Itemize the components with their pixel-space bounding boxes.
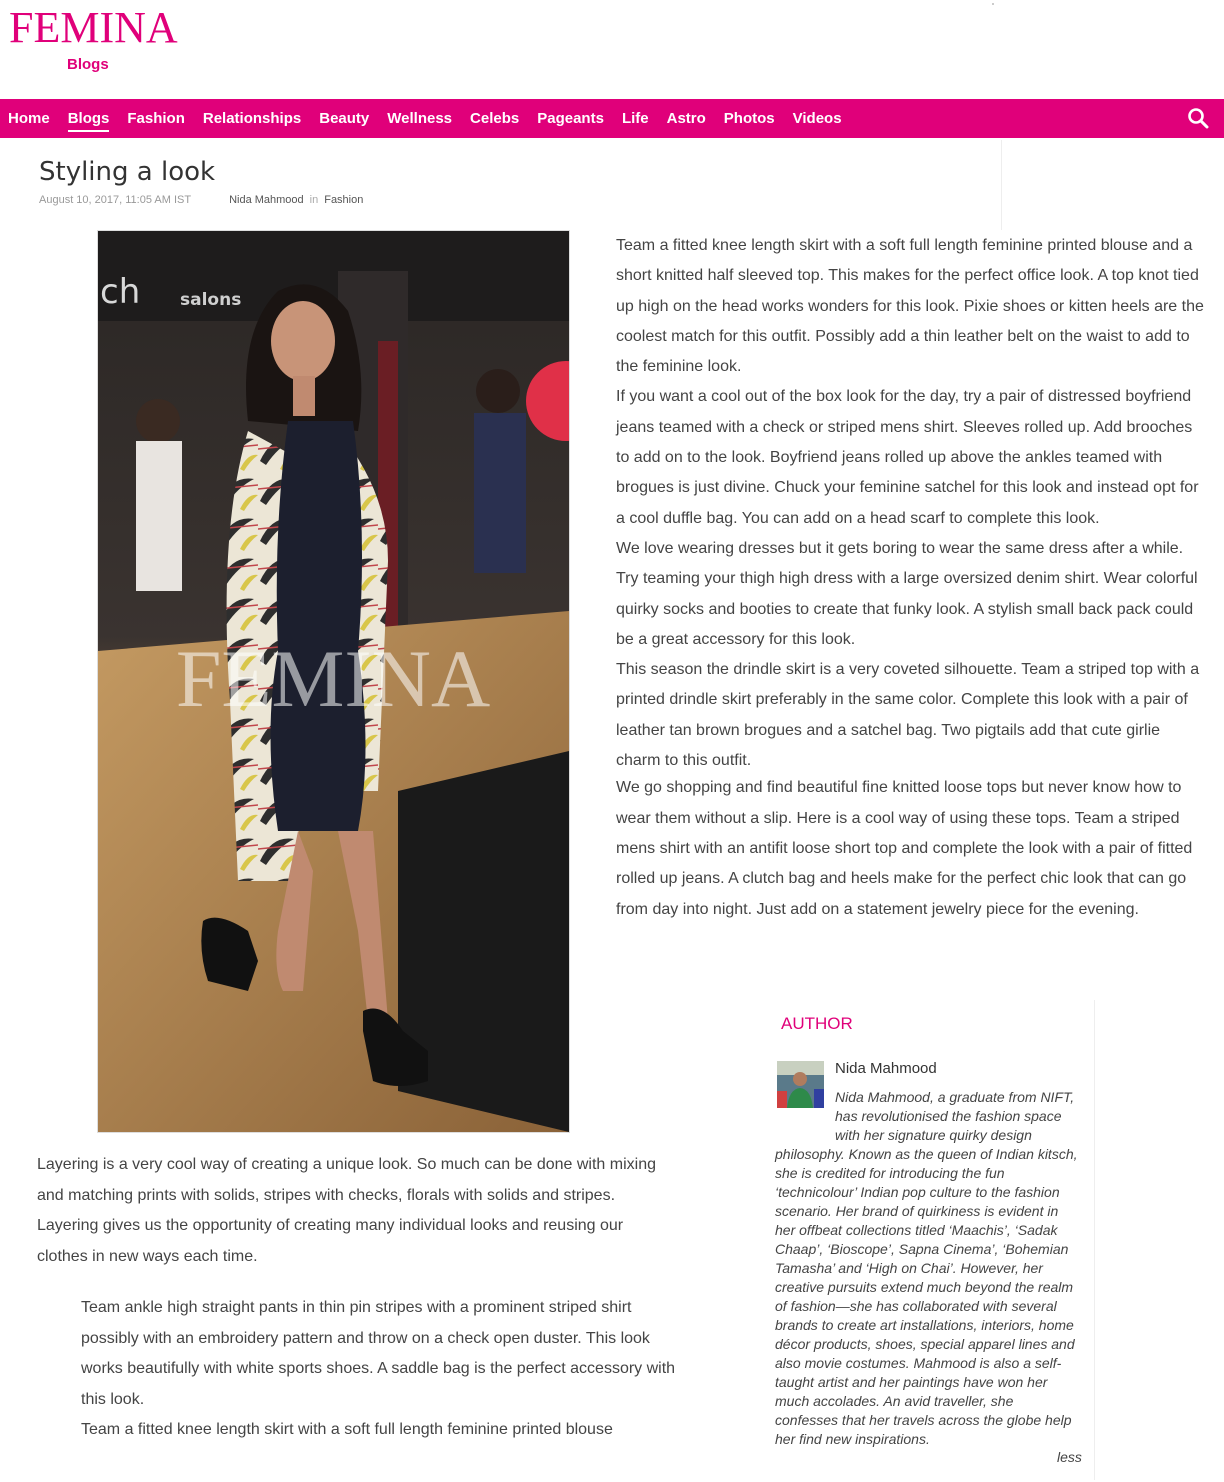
body-paragraph: We love wearing dresses but it gets boring to wear the same dress after a while. Try teaming your thigh high dress with a large oversized denim shirt. Wear colorful quirky socks and booties to create that funky look. A stylish small back pack could be a great accessory for this look.	[616, 539, 1198, 648]
article-author-link[interactable]: Nida Mahmood	[229, 194, 304, 206]
nav-item-videos[interactable]: Videos	[792, 110, 842, 127]
nav-item-photos[interactable]: Photos	[723, 110, 775, 127]
body-paragraph: This season the drindle skirt is a very coveted silhouette. Team a striped top with a printed drindle skirt preferably in the same color. Complete this look with a pair of leather tan brown brogues and a satchel bag. Two pigtails add that cute girlie charm to this outfit.	[616, 661, 1200, 770]
meta-in-label: in	[309, 194, 319, 206]
body-paragraph: Team a fitted knee length skirt with a soft full length feminine printed blouse	[81, 1421, 613, 1438]
photo-watermark: FEMINA	[175, 633, 491, 724]
nav-item-fashion[interactable]: Fashion	[127, 110, 185, 127]
nav-item-blogs[interactable]: Blogs	[67, 110, 110, 127]
body-paragraph: We go shopping and find beautiful fine knitted loose tops but never know how to wear them without a slip. Here is a cool way of using these tops. Team a striped mens shirt with an antifit loose short top and complete the look with a pair of fitted rolled up jeans. A clutch bag and heels make for the perfect chic look that can go from day into night. Just add on a statement jewelry piece for the evening.	[616, 779, 1193, 918]
femina-logo[interactable]: FEMINA	[9, 3, 178, 52]
nav-item-beauty[interactable]: Beauty	[319, 110, 370, 127]
nav-item-relationships[interactable]: Relationships	[202, 110, 302, 127]
author-bio-text: Nida Mahmood, a graduate from NIFT, has revolutionised the fashion space with her signature quirky design philosophy. Known as the queen of Indian kitsch, she is credited for introducing the fun ‘technicolour’ Indian pop culture to the fashion scenario. Her brand of quirkiness is evident in her offbeat collections titled ‘Maachis’, ‘Sadak Chaap’, ‘Bioscope’, Sapna Cinema’, ‘Bohemian Tamasha’ and ‘High on Chai’. However, her creative pursuits extend much beyond the realm of fashion—she has collaborated with several brands to create art installations, interiors, home décor products, shoes, special apparel lines and also movie costumes. Mahmood is also a self-taught artist and her paintings have won her much accolades. An avid traveller, she confesses that her travels across the globe help her find new inspirations.	[775, 1089, 1078, 1447]
body-paragraph: Team a fitted knee length skirt with a soft full length feminine printed blouse and a short knitted half sleeved top. This makes for the perfect office look. A top knot tied up high on the head works wonders for this look. Pixie shoes or kitten heels are the coolest match for this outfit. Possibly add a thin leather belt on the waist to add to the feminine look.	[616, 237, 1204, 376]
nav-item-celebs[interactable]: Celebs	[470, 110, 520, 127]
nav-items	[8, 99, 860, 138]
blogs-section-label[interactable]: Blogs	[67, 56, 109, 73]
nav-item-pageants[interactable]: Pageants	[537, 110, 604, 127]
nav-item-astro[interactable]: Astro	[666, 110, 706, 127]
less-link[interactable]: less	[1057, 1449, 1082, 1465]
author-box	[775, 1000, 1095, 1480]
article-photo	[97, 230, 570, 1133]
article-body-right	[616, 231, 1206, 925]
article-date: August 10, 2017, 11:05 AM IST	[39, 194, 192, 206]
nav-item-life[interactable]: Life	[621, 110, 649, 127]
article-intro: Layering is a very cool way of creating a unique look. So much can be done with mixing and matching prints with solids, stripes with checks, florals with solids and stripes. Layering gives us the opportunity of creating many individual looks and reusing our clothes in new ways each time.	[37, 1156, 657, 1265]
photo-sign-text-2: salons	[180, 290, 242, 310]
photo-sign-text: ch	[100, 272, 141, 312]
article-title: Styling a look	[39, 157, 216, 187]
fashion-photo-illustration	[98, 231, 569, 1132]
article-category-link[interactable]: Fashion	[324, 194, 364, 206]
author-heading: AUTHOR	[781, 1014, 853, 1033]
body-paragraph: If you want a cool out of the box look for the day, try a pair of distressed boyfriend jeans teamed with a check or striped mens shirt. Sleeves rolled up. Add brooches to add on to the look. Boyfriend jeans rolled up above the ankles teamed with brogues is just divine. Chuck your feminine satchel for this look and instead opt for a cool duffle bag. You can add on a head scarf to complete this look.	[616, 388, 1199, 527]
decorative-dot	[992, 3, 994, 5]
author-name[interactable]: Nida Mahmood	[835, 1060, 937, 1077]
search-icon[interactable]	[1186, 106, 1210, 130]
column-divider	[1001, 140, 1002, 230]
nav-item-wellness[interactable]: Wellness	[387, 110, 453, 127]
main-nav	[0, 99, 1224, 138]
article-body-indented	[81, 1293, 681, 1446]
author-bio	[775, 1088, 1080, 1449]
article-meta	[39, 194, 363, 206]
body-paragraph: Team ankle high straight pants in thin pin stripes with a prominent striped shirt possibly with an embroidery pattern and throw on a check open duster. This look works beautifully with white sports shoes. A saddle bag is the perfect accessory with this look.	[81, 1299, 676, 1408]
nav-item-home[interactable]: Home	[8, 110, 50, 127]
